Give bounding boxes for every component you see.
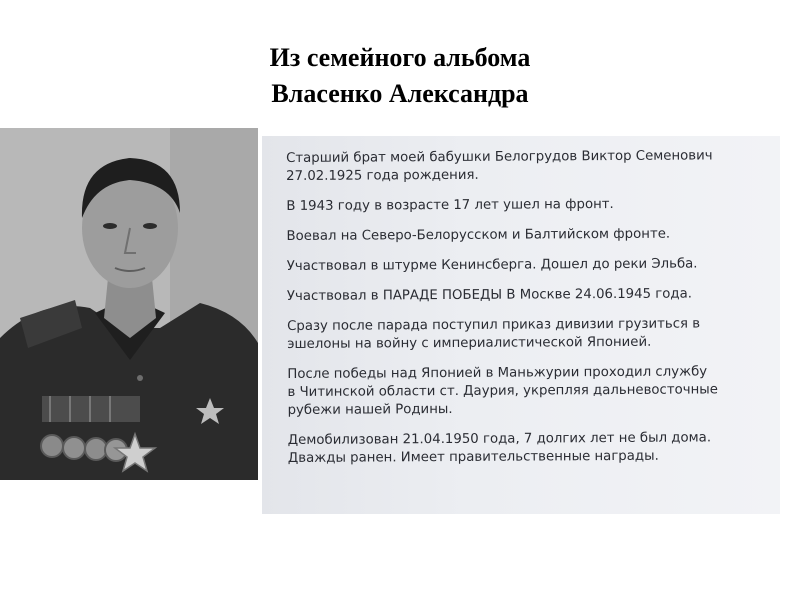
document-line: эшелоны на войну с империалистической Японией.	[287, 334, 652, 352]
portrait-illustration	[0, 128, 258, 480]
biography-text	[286, 147, 776, 480]
document-paragraph	[287, 363, 775, 420]
soldier-portrait-photo	[0, 128, 258, 480]
document-line: Старший брат моей бабушки Белогрудов Виктор Семенович	[286, 148, 713, 166]
document-line: рубежи нашей Родины.	[287, 401, 453, 418]
document-line: В 1943 году в возрасте 17 лет ушел на фронт.	[286, 196, 614, 214]
title-line-2: Власенко Александра	[271, 79, 529, 108]
biography-document	[262, 136, 780, 514]
document-line: Демобилизован 21.04.1950 года, 7 долгих лет не был дома.	[287, 430, 712, 448]
document-paragraph	[286, 195, 774, 216]
document-paragraph	[287, 285, 775, 306]
slide-title	[0, 40, 800, 112]
document-line: Воевал на Северо-Белорусском и Балтийском фронте.	[286, 226, 671, 244]
document-line: в Читинской области ст. Даурия, укрепляя дальневосточные	[287, 382, 719, 400]
document-line: После победы над Японией в Маньжурии проходил службу	[287, 364, 708, 382]
document-paragraph	[287, 255, 775, 276]
document-line: Сразу после парада поступил приказ дивизии грузиться в	[287, 316, 701, 334]
document-paragraph	[286, 225, 774, 246]
document-paragraph	[287, 315, 775, 354]
document-paragraph	[288, 429, 776, 468]
document-line: Участвовал в штурме Кенинсберга. Дошел до реки Эльба.	[286, 256, 698, 274]
document-line: Дважды ранен. Имеет правительственные награды.	[287, 448, 659, 466]
document-line: Участвовал в ПАРАДЕ ПОБЕДЫ В Москве 24.06.1945 года.	[286, 286, 692, 304]
document-line: 27.02.1925 года рождения.	[286, 167, 479, 184]
title-line-1: Из семейного альбома	[269, 43, 531, 72]
document-paragraph	[286, 147, 774, 186]
